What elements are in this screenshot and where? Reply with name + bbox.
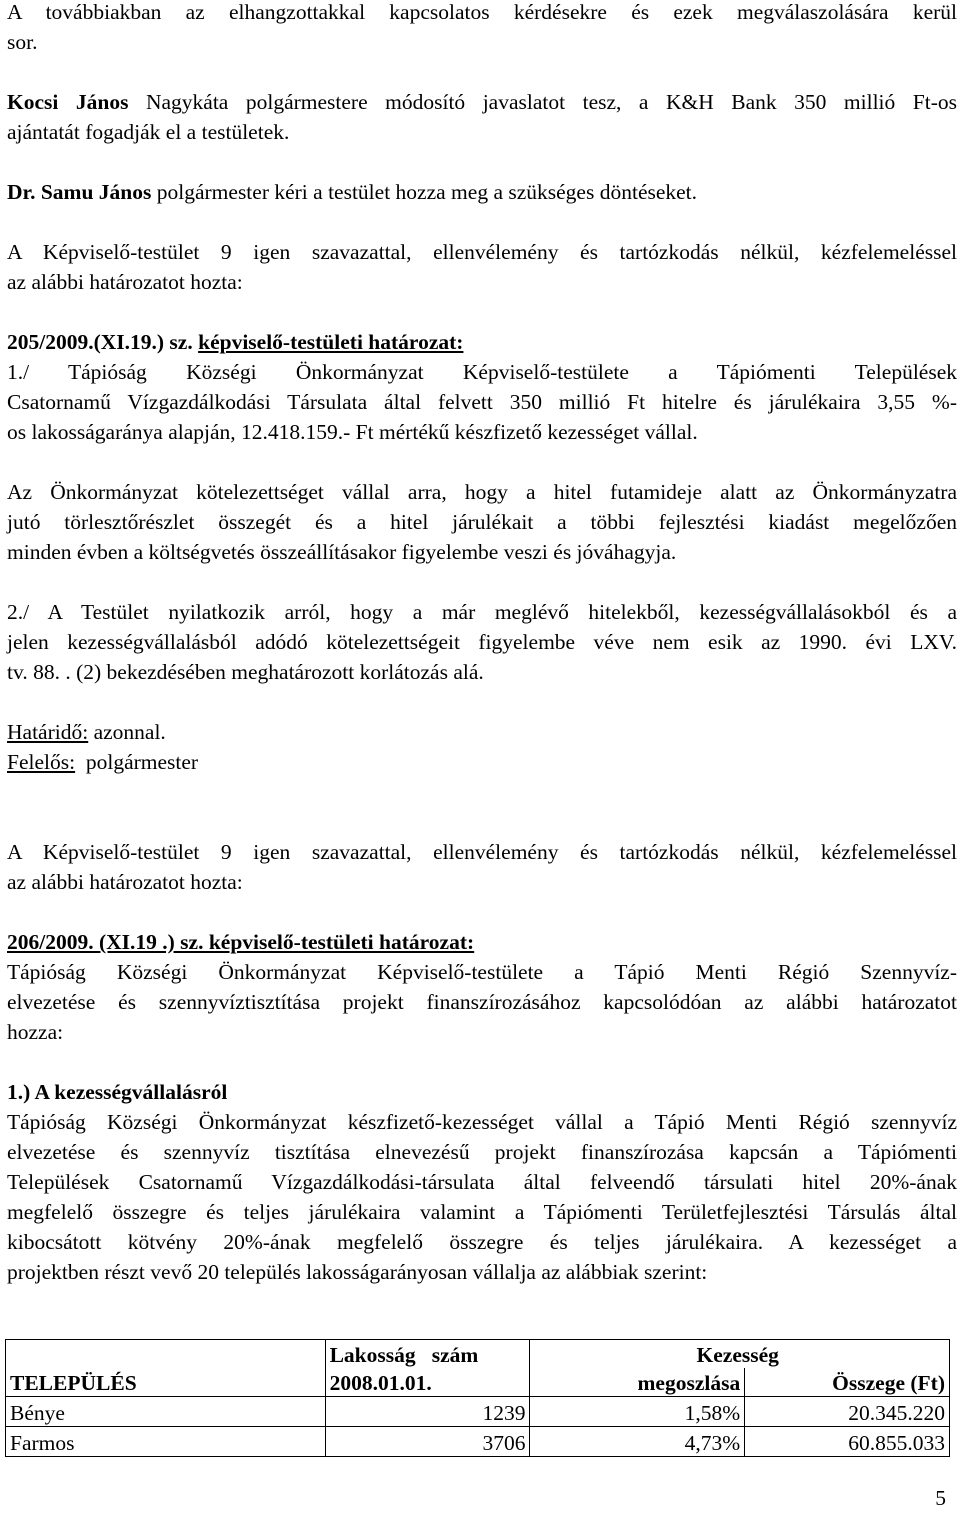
header-share: megoszlása	[530, 1368, 745, 1397]
cell-amount: 60.855.033	[745, 1427, 950, 1457]
cell-share: 4,73%	[530, 1427, 745, 1457]
resolution-number: 205/2009.(XI.19.) sz.	[7, 330, 199, 354]
header-amount: Összege (Ft)	[745, 1368, 950, 1397]
paragraph-line: kibocsátott kötvény 20%-ának megfelelő összegre és teljes járulékaira. A kezességet a	[7, 1230, 957, 1254]
line-text: Nagykáta polgármestere módosító javaslatot tesz, a K&H Bank 350 millió Ft-os	[128, 90, 957, 114]
cell-population: 1239	[325, 1397, 530, 1427]
cell-share: 1,58%	[530, 1397, 745, 1427]
header-population: Lakosság szám	[325, 1340, 530, 1369]
paragraph-line: minden évben a költségvetés összeállításakor figyelembe veszi és jóváhagyja.	[7, 540, 677, 564]
line-text: polgármester kéri a testület hozza meg a szükséges döntéseket.	[151, 180, 698, 204]
paragraph-line: jelen kezességvállalásból adódó kötelezettségeit figyelembe véve nem esik az 1990. évi LXV.	[7, 630, 957, 654]
paragraph-line: 1./ Tápióság Községi Önkormányzat Képviselő-testülete a Tápiómenti Települések	[7, 360, 957, 384]
paragraph-line: elvezetése és szennyvíztisztítása projekt finanszírozásához kapcsolódóan az alábbi határozatot	[7, 990, 957, 1014]
paragraph-line: A Képviselő-testület 9 igen szavazattal, ellenvélemény és tartózkodás nélkül, kézfelemeléssel	[7, 240, 957, 264]
resolution-title	[7, 927, 957, 957]
header-population-date: 2008.01.01.	[325, 1368, 530, 1397]
paragraph-line: megfelelő összegre és teljes járulékaira valamint a Tápiómenti Területfejlesztési Társulás által	[7, 1200, 957, 1224]
resolution-title	[7, 327, 957, 357]
responsible-line	[7, 747, 957, 777]
cell-settlement: Farmos	[6, 1427, 326, 1457]
speaker-name: Dr. Samu János	[7, 180, 152, 204]
header-guarantee: Kezesség	[530, 1340, 950, 1369]
cell-population: 3706	[325, 1427, 530, 1457]
responsible-label: Felelős:	[7, 750, 76, 774]
resolution-label: képviselő-testületi határozat:	[198, 330, 464, 354]
table-row	[6, 1427, 950, 1457]
paragraph-line	[7, 87, 957, 117]
paragraph-line: hozza:	[7, 1020, 64, 1044]
page-number: 5	[935, 1486, 946, 1510]
responsible-value: polgármester	[75, 750, 199, 774]
table-header-row	[6, 1340, 950, 1369]
paragraph-line	[7, 177, 957, 207]
deadline-label: Határidő:	[7, 720, 89, 744]
table-row	[6, 1397, 950, 1427]
paragraph-line: tv. 88. . (2) bekezdésében meghatározott korlátozás alá.	[7, 660, 484, 684]
paragraph-line: Csatornamű Vízgazdálkodási Társulata által felvett 350 millió Ft hitelre és járulékaira 3,55 %-	[7, 390, 957, 414]
settlement-table	[5, 1339, 950, 1457]
paragraph-line: elvezetése és szennyvíz tisztítása elnevezésű projekt finanszírozása kapcsán a Tápiómenti	[7, 1140, 957, 1164]
paragraph-line: A továbbiakban az elhangzottakkal kapcsolatos kérdésekre és ezek megválaszolására kerül	[7, 0, 957, 24]
resolution-label: 206/2009. (XI.19 .) sz. képviselő-testületi határozat:	[7, 930, 475, 954]
speaker-name: Kocsi János	[7, 90, 129, 114]
paragraph-line: az alábbi határozatot hozta:	[7, 870, 243, 894]
paragraph-line: projektben részt vevő 20 település lakosságarányosan vállalja az alábbiak szerint:	[7, 1260, 708, 1284]
paragraph-line: 2./ A Testület nyilatkozik arról, hogy a már meglévő hitelekből, kezességvállalásokból és a	[7, 600, 957, 624]
paragraph-line: jutó törlesztőrészlet összegét és a hitel járulékait a többi fejlesztési kiadást megelőzően	[7, 510, 957, 534]
deadline-line	[7, 717, 957, 747]
section-heading	[7, 1077, 957, 1107]
section-heading-text: 1.) A kezességvállalásról	[7, 1080, 228, 1104]
cell-settlement: Bénye	[6, 1397, 326, 1427]
paragraph-line: Települések Csatornamű Vízgazdálkodási-társulata által felveendő társulati hitel 20%-ának	[7, 1170, 957, 1194]
paragraph-line: sor.	[7, 30, 38, 54]
paragraph-line: Tápióság Községi Önkormányzat készfizető-kezességet vállal a Tápió Menti Régió szennyvíz	[7, 1110, 957, 1134]
cell-amount: 20.345.220	[745, 1397, 950, 1427]
paragraph-line: ajántatát fogadják el a testületek.	[7, 120, 290, 144]
header-settlement: TELEPÜLÉS	[6, 1340, 326, 1397]
paragraph-line: os lakosságaránya alapján, 12.418.159.- Ft mértékű készfizető kezességet vállal.	[7, 420, 698, 444]
paragraph-line: az alábbi határozatot hozta:	[7, 270, 243, 294]
paragraph-line: A Képviselő-testület 9 igen szavazattal, ellenvélemény és tartózkodás nélkül, kézfelemeléssel	[7, 840, 957, 864]
paragraph-line: Tápióság Községi Önkormányzat Képviselő-testülete a Tápió Menti Régió Szennyvíz-	[7, 960, 957, 984]
paragraph-line: Az Önkormányzat kötelezettséget vállal arra, hogy a hitel futamideje alatt az Önkormányzatra	[7, 480, 957, 504]
deadline-value: azonnal.	[88, 720, 166, 744]
